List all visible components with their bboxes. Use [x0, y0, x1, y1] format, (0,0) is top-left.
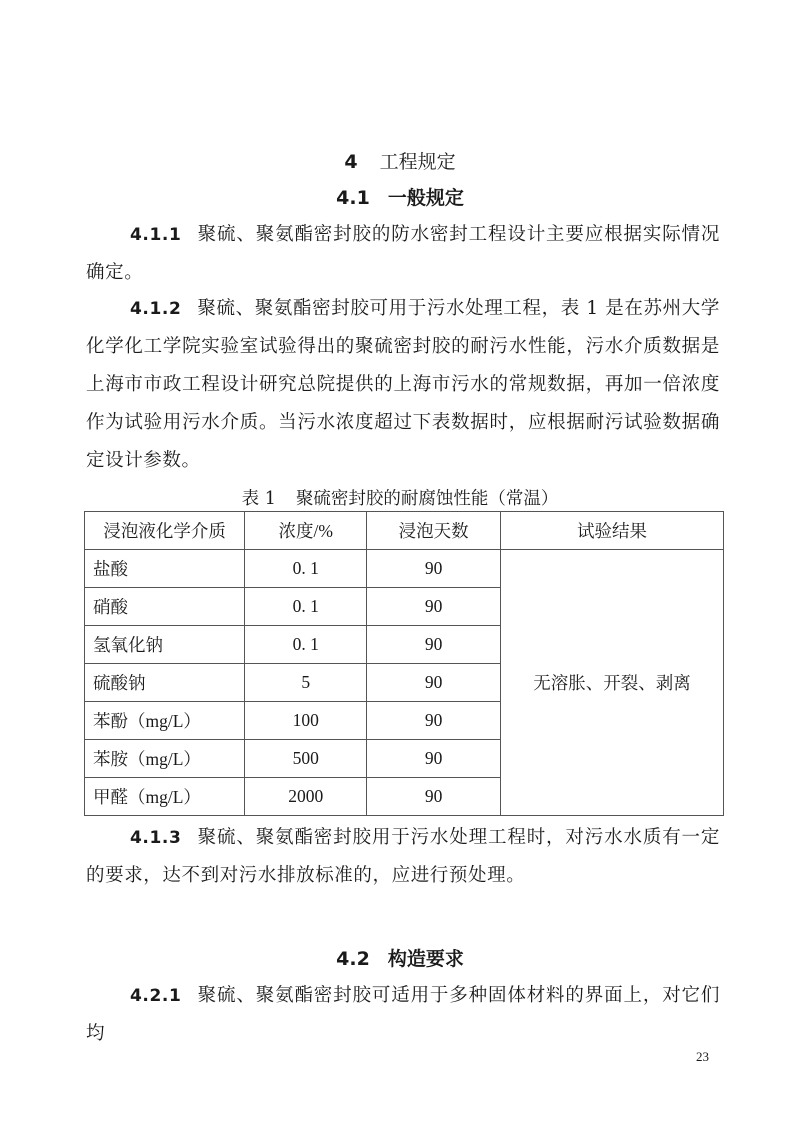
- section-heading-4-2: [0, 944, 800, 971]
- clause-number: 4.1.1: [130, 225, 182, 245]
- chapter-heading: [0, 147, 800, 174]
- cell-medium: 苯胺（mg/L）: [85, 740, 245, 778]
- cell-days: 90: [367, 664, 501, 702]
- cell-medium: 甲醛（mg/L）: [85, 778, 245, 816]
- table-row: [85, 550, 724, 588]
- header-result: 试验结果: [501, 512, 724, 550]
- cell-concentration: 100: [245, 702, 367, 740]
- cell-medium: 硝酸: [85, 588, 245, 626]
- clause-number: 4.1.3: [130, 828, 182, 848]
- table-number: 表 1: [241, 489, 276, 509]
- cell-concentration: 0. 1: [245, 588, 367, 626]
- cell-medium: 苯酚（mg/L）: [85, 702, 245, 740]
- clause-number: 4.1.2: [130, 299, 182, 319]
- cell-days: 90: [367, 740, 501, 778]
- clause-4-1-1: [86, 216, 720, 292]
- clause-text: 聚硫、聚氨酯密封胶可用于污水处理工程，表 1 是在苏州大学化学化工学院实验室试验得出的聚硫密封胶的耐污水性能，污水介质数据是上海市市政工程设计研究总院提供的上海市污水的常规数据，再加一倍浓度作为试验用污水介质。当污水浓度超过下表数据时，应根据耐污试验数据确定设计参数。: [86, 298, 720, 471]
- table-header-row: [85, 512, 724, 550]
- cell-medium: 盐酸: [85, 550, 245, 588]
- section-heading-4-1: [0, 183, 800, 210]
- cell-days: 90: [367, 626, 501, 664]
- chapter-number: 4: [344, 151, 358, 173]
- table-title: 聚硫密封胶的耐腐蚀性能（常温）: [295, 489, 559, 509]
- cell-concentration: 0. 1: [245, 626, 367, 664]
- cell-days: 90: [367, 588, 501, 626]
- header-concentration: 浓度/%: [245, 512, 367, 550]
- clause-4-1-3: [86, 819, 720, 895]
- clause-number: 4.2.1: [130, 986, 182, 1006]
- cell-days: 90: [367, 778, 501, 816]
- cell-medium: 氢氧化钠: [85, 626, 245, 664]
- section-title: 构造要求: [387, 948, 464, 970]
- corrosion-resistance-table: [84, 511, 724, 816]
- header-medium: 浸泡液化学介质: [85, 512, 245, 550]
- cell-medium: 硫酸钠: [85, 664, 245, 702]
- section-number: 4.1: [336, 187, 370, 209]
- table-caption: [0, 485, 800, 510]
- page-number: 23: [696, 1049, 709, 1064]
- clause-4-1-2: [86, 290, 720, 480]
- header-days: 浸泡天数: [367, 512, 501, 550]
- chapter-title: 工程规定: [379, 151, 456, 173]
- clause-4-2-1: [86, 977, 720, 1053]
- clause-text: 聚硫、聚氨酯密封胶的防水密封工程设计主要应根据实际情况确定。: [86, 224, 720, 283]
- section-number: 4.2: [336, 948, 370, 970]
- cell-days: 90: [367, 550, 501, 588]
- cell-concentration: 500: [245, 740, 367, 778]
- cell-concentration: 5: [245, 664, 367, 702]
- clause-text: 聚硫、聚氨酯密封胶可适用于多种固体材料的界面上，对它们均: [86, 985, 720, 1044]
- section-title: 一般规定: [387, 187, 464, 209]
- cell-concentration: 2000: [245, 778, 367, 816]
- clause-text: 聚硫、聚氨酯密封胶用于污水处理工程时，对污水水质有一定的要求，达不到对污水排放标准的，应进行预处理。: [86, 827, 720, 886]
- cell-concentration: 0. 1: [245, 550, 367, 588]
- cell-result: 无溶胀、开裂、剥离: [501, 550, 724, 816]
- cell-days: 90: [367, 702, 501, 740]
